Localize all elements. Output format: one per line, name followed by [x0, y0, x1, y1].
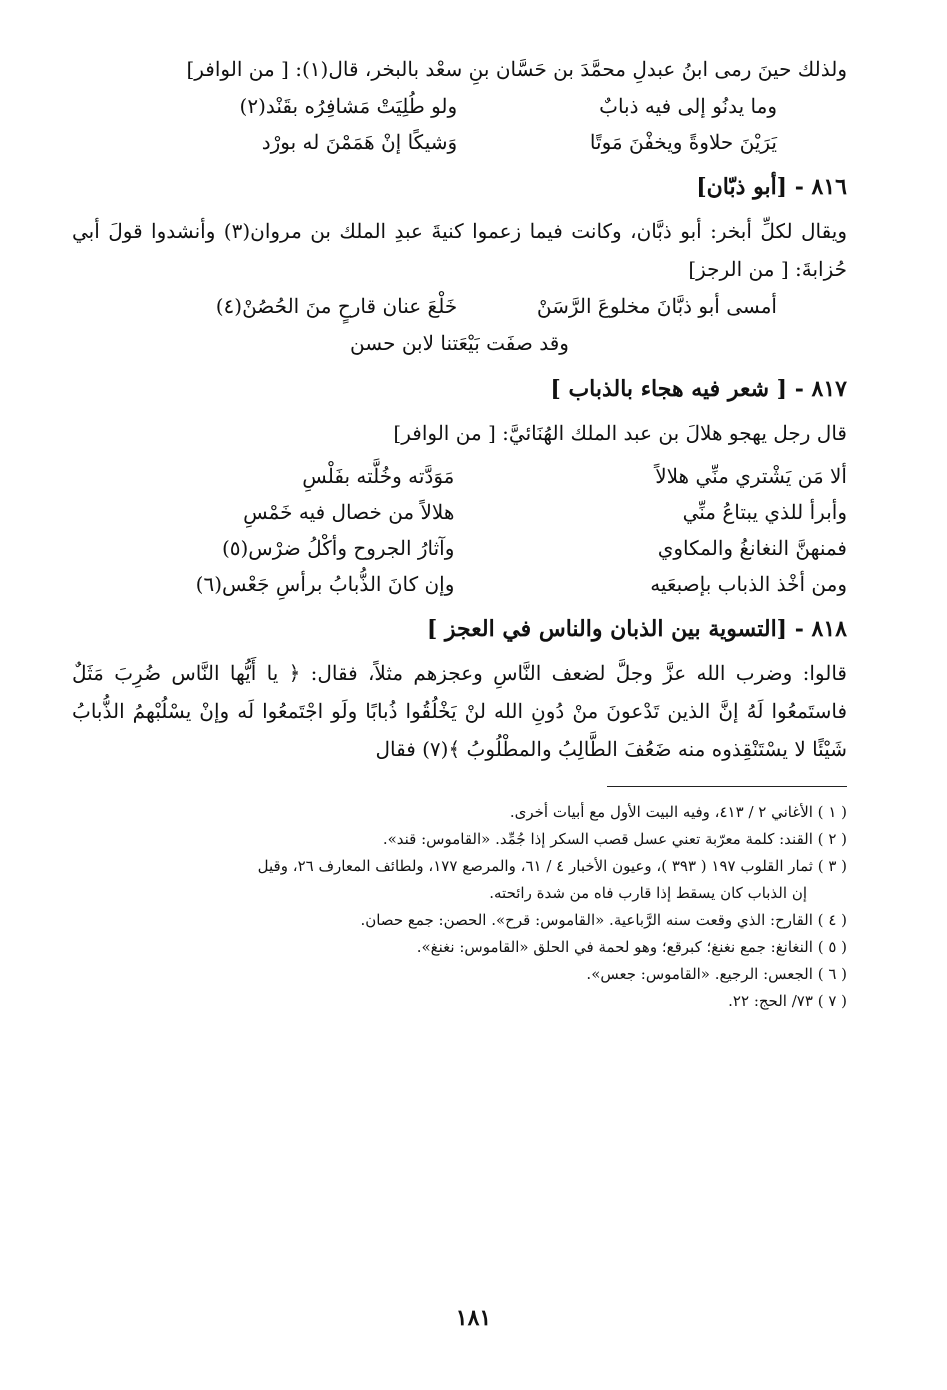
footnote-continuation: إن الذباب كان يسقط إذا قارب فاه من شدة رائحته.: [489, 884, 807, 902]
footnote: ( ٣ ) ثمار القلوب ١٩٧ ( ٣٩٣ )، وعيون الأخبار ٤ / ٦١، والمرصع ١٧٧، ولطائف المعارف ٢٦، وقيل: [257, 857, 847, 875]
verse-first-hemistich: ومن أخْذ الذباب بإصبعَيه: [650, 572, 847, 596]
verse-second-hemistich: وإن كانَ الذُّبابُ برأسِ جَعْس(٦): [195, 572, 455, 596]
footnote: ( ٥ ) النغانغ: جمع نغنغ؛ كبرقع؛ وهو لحمة في الحلق «القاموس: نغنغ».: [416, 938, 847, 956]
verse-first-hemistich: ألا مَن يَشْتري منِّي هلالاً: [655, 464, 847, 488]
verse-second-hemistich: ولو طُلِيَتْ مَشافِرُه بقَنْد(٢): [239, 94, 458, 118]
verse-second-hemistich: خَلْعَ عنان قارحٍ منَ الحُصُنْ(٤): [215, 294, 458, 318]
verse-second-hemistich: وآثارُ الجروح وأكْلُ ضرْس(٥): [221, 536, 455, 560]
footnote: ( ٧ ) ٧٣/ الحج: ٢٢.: [728, 992, 847, 1010]
footnote: ( ١ ) الأغاني ٢ / ٤١٣، وفيه البيت الأول مع أبيات أخرى.: [509, 803, 847, 821]
paragraph-818: قالوا: وضرب الله عزَّ وجلَّ لضعف النَّاسِ وعجزهم مثلاً، فقال: ﴿ يا أَيُّها النَّاس ضُرِبَ مَثَلٌ فاستَمعُوا لَهُ إنَّ الذين تَدْعونَ منْ دُونِ الله لنْ يَخْلُقُوا ذُبابًا ولَو اجْتَمعُوا لَه وإنْ يسْلُبْهمُ الذُّبابُ شَيْئًا لا يسْتَنْقِذوه منه ضَعُفَ الطَّالِبُ والمطْلُوبُ ﴾(٧) فقال: [72, 661, 847, 761]
verse-line: [72, 458, 847, 494]
footnote: ( ٦ ) الجعس: الرجيع. «القاموس: جعس».: [586, 965, 847, 983]
verse-line: [72, 88, 847, 124]
section-heading-817: ٨١٧ - [ شعر فيه هجاء بالذباب ]: [550, 376, 847, 402]
book-page: [72, 50, 847, 1350]
verse-second-hemistich: هلالاً من خصال فيه خَمْسِ: [243, 500, 455, 524]
verse-line: [72, 288, 847, 324]
verse-first-hemistich: أمسى أبو ذبَّانَ مخلوعَ الرَّسَنْ: [536, 294, 777, 318]
verse-second-hemistich: وَشيكًا إنْ هَمَمْنَ له بورْد: [261, 130, 458, 154]
verse-first-hemistich: فمنهنَّ النغانغُ والمكاوي: [657, 536, 847, 560]
footnote-divider: [607, 786, 847, 787]
verse-second-hemistich: مَوَدَّته وخُلَّته بفَلْسِ: [302, 464, 455, 488]
page-number: ١٨١: [455, 1305, 492, 1331]
paragraph-817: قال رجل يهجو هلالَ بن عبد الملك الهُنَائيَّ: [ من الوافر]: [393, 421, 847, 445]
verse-line: [72, 530, 847, 566]
verse-first-hemistich: يَرَيْنَ حلاوةً ويخفْنَ مَوتًا: [589, 130, 777, 154]
section-heading-818: ٨١٨ - [التسوية بين الذبان والناس في العجز ]: [426, 616, 847, 642]
verse-single-line: وقد صفَت بَيْعَتنا لابن حسن: [350, 331, 569, 355]
footnote: ( ٢ ) القند: كلمة معرّبة تعني عسل قصب السكر إذا جُمِّد. «القاموس: قند».: [382, 830, 847, 848]
paragraph-816: ويقال لكلِّ أبخر: أبو ذبَّان، وكانت فيما زعموا كنيةَ عبدِ الملك بن مروان(٣) وأنشدوا قولَ أبي حُزابةَ: [ من الرجز]: [72, 219, 847, 281]
footnote: ( ٤ ) القارح: الذي وقعت سنه الرَّباعية. «القاموس: قرح». الحصن: جمع حصان.: [360, 911, 847, 929]
verse-line: [72, 566, 847, 602]
paragraph-intro: ولذلك حينَ رمى ابنُ عبدلِ محمَّدَ بن حَسَّان بنِ سعْد بالبخر، قال(١): [ من الوافر]: [186, 57, 847, 81]
verse-line: [72, 124, 847, 160]
verse-first-hemistich: وأبرأ للذي يبتاعُ منِّي: [682, 500, 847, 524]
verse-first-hemistich: وما يدنُو إلى فيه ذبابٌ: [599, 94, 777, 118]
verse-line: [72, 494, 847, 530]
section-heading-816: ٨١٦ - [أبو ذبّان]: [696, 174, 847, 200]
